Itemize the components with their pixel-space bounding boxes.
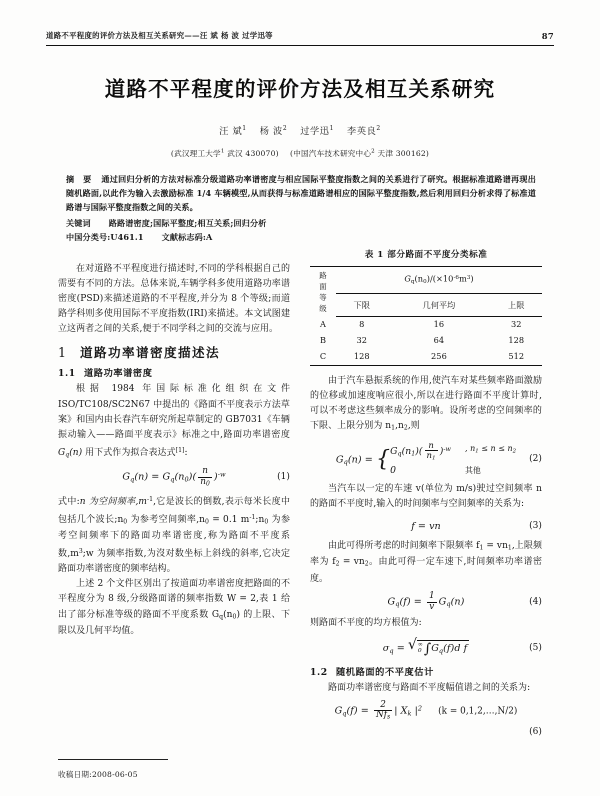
eq4-rhs-arg: (n)	[450, 596, 465, 608]
eq2-case-1-condition	[465, 441, 516, 462]
page-title: 道路不平程度的评价方法及相互关系研究	[104, 77, 496, 101]
corner-label-char-3: 等	[319, 292, 327, 302]
author-2: 杨 波	[259, 126, 283, 137]
table-cell-geomean: 64	[433, 335, 445, 346]
right-paragraph-1	[310, 374, 542, 436]
rp1-a: 由于汽车悬振系统的作用,使汽车对某些频率路面激励的位移或加速度响应很小,所以在进行路面不平度计算时,可以不考虑这些频率成分的影响。设所考虑的空间频率的下限、上限分别为 n	[310, 375, 542, 431]
vdef-sup1: -1	[147, 495, 154, 503]
equation-3	[310, 518, 542, 535]
span-hdr-sub: q	[410, 278, 415, 285]
author-list	[0, 123, 600, 137]
table-cell-geomean: 16	[433, 319, 445, 330]
eq5-int-lower: 0	[417, 647, 422, 655]
span-hdr-unit: m	[458, 273, 467, 284]
eq2-cases	[390, 441, 516, 479]
author-1: 汪 斌	[219, 126, 243, 137]
rp1-end: ,则	[407, 420, 420, 431]
equation-1-number: (1)	[277, 472, 290, 483]
corner-label-char-4: 级	[319, 303, 327, 313]
eq6-lhs: G	[334, 705, 343, 717]
eq4-rhs-sub: q	[446, 600, 451, 609]
left-column	[58, 262, 290, 639]
author-2-affil-marker: 2	[282, 124, 288, 132]
abstract-text: 通过回归分析的方法对标准分级道路功率谱密度与相应国际平整度指数之间的关系进行了研究。根据标准道路谱再现出随机路面,以此作为输入去激励标准 1/4 车辆模型,从而获得与标准道路谱相应的国际平整度指数,然后利用回归分析求得了标准道路谱与国际平整度指数之间的关系。	[66, 174, 536, 213]
eq2-case-2: 0	[390, 465, 396, 477]
eq2-case1-close: )(	[415, 445, 423, 457]
table-row	[310, 333, 542, 349]
eq2-case-1	[390, 441, 451, 462]
section-1-2-heading	[310, 665, 542, 680]
eq2-brace: {	[375, 446, 391, 472]
running-head	[46, 30, 554, 41]
table-row	[310, 316, 542, 333]
eq5-integral-limits	[418, 642, 423, 654]
vdef-sub2: 0	[205, 518, 209, 526]
section-1-1-number: 1.1	[58, 368, 76, 380]
corner-label-char-2: 面	[319, 281, 327, 291]
affiliation-1-rest: 武汉 430070)	[224, 149, 279, 158]
vdef-g: 为参考空间频率下的路面功率谱密度,称为路面不平度系数,m	[58, 514, 290, 560]
eq2-case1-mid: (n	[401, 445, 412, 457]
vdef-sub1: 0	[123, 518, 128, 526]
table-span-header	[336, 267, 542, 294]
eq6-frac-den-sub: s	[387, 713, 391, 721]
page-number: 87	[541, 31, 554, 41]
rp3-sub1: 1	[479, 544, 484, 552]
section-1-1-title: 道路功率谱密度	[84, 368, 153, 380]
table-row	[310, 349, 542, 366]
rp3-d: = vn	[339, 557, 365, 568]
eq2-fraction	[425, 441, 438, 462]
s11-citation: [1]	[175, 446, 185, 454]
affiliation-line	[0, 148, 600, 159]
header-divider	[46, 45, 554, 46]
corner-label-char-1: 路	[319, 270, 327, 280]
eq1-frac-den-sub: 0	[206, 480, 210, 488]
eq1-rhs: G	[162, 472, 171, 484]
eq6-abs-sup: 2	[417, 704, 423, 713]
vdef-h: ;w 为频率指数,为沒对数坐标上斜线的斜率,它决定路面功率谱密度的频率结构。	[58, 549, 291, 575]
p13-a: 上述 2 个文件区别出了按道面功率谱密度把路面的不平程度分为 8 级,分级路面谱的频率指数 W = 2,表 1 给出了部分标准等级的路面不平度系数 G	[58, 579, 290, 620]
eq2-cond-a: , n	[464, 443, 476, 453]
abstract-block	[66, 172, 536, 244]
author-1-affil-marker: 1	[242, 124, 247, 132]
table-cell-grade: C	[310, 349, 336, 366]
equation-4-number: (4)	[529, 596, 542, 607]
affiliation-2-rest: 天津 300162)	[374, 149, 430, 158]
rp3-sub2: 1	[507, 544, 512, 552]
s11-text-b: 用下式作为拟合表达式	[85, 447, 176, 458]
span-hdr-post: )/(×10	[426, 273, 454, 284]
equation-6	[310, 701, 542, 722]
table-cell-geomean: 256	[387, 349, 490, 366]
table-col-header-lower: 下限	[336, 294, 387, 316]
author-3-affil-marker: 1	[329, 124, 335, 132]
rp3-b: = vn	[483, 540, 508, 551]
span-hdr-g: G	[404, 273, 411, 284]
eq2-case-2-condition: 其他	[464, 466, 481, 476]
rp3-e: 。由此可得一定车速下,时间频率功率谱密度。	[310, 557, 542, 585]
p13-sub: q	[219, 613, 224, 621]
equation-2-number: (2)	[529, 453, 542, 464]
eq2-lhs-arg: (n) =	[347, 454, 376, 466]
eq5-sqrt	[408, 639, 469, 659]
table-subheader-row	[310, 294, 542, 316]
eq6-condition: (k = 0,1,2,…,N/2)	[438, 706, 518, 717]
eq1-lhs: G	[122, 472, 131, 484]
eq1-frac-den-text: n	[200, 476, 207, 487]
clc-line	[66, 230, 536, 244]
affiliation-1-open: (武汉理工大学	[170, 149, 221, 158]
abstract-label: 摘 要	[66, 174, 95, 184]
psd-symbol: $G_q(n)$	[58, 447, 83, 459]
keywords-line	[66, 216, 536, 230]
vdef-b: n 为空间频率,m	[79, 496, 148, 507]
vdef-f: ;n	[255, 514, 265, 525]
span-hdr-sup: -6	[453, 274, 459, 281]
received-date: 2008-06-05	[91, 770, 138, 779]
equation-1-body	[122, 467, 225, 488]
eq1-exponent: -w	[217, 471, 226, 480]
eq2-frac-den-sub: 1	[432, 455, 436, 462]
eq5-integrand-arg: (f)d f	[443, 642, 468, 654]
vdef-sup2: -1	[249, 513, 256, 521]
span-hdr-sub2: 0	[423, 278, 427, 285]
vdef-c: ,它是波长的倒数,表示每米长度中包括几个波长;n	[58, 496, 290, 525]
eq1-rhs-close: )(	[188, 472, 197, 484]
received-date-note	[58, 769, 138, 780]
table-1	[310, 266, 542, 366]
eq5-int-upper: ∞	[417, 641, 423, 649]
eq6-frac-den-text: Nf	[376, 709, 388, 720]
eq1-lhs-arg: (n) =	[134, 472, 163, 484]
footer-divider	[58, 759, 168, 760]
eq2-cond-sub1: 1	[475, 448, 479, 455]
eq4-frac-den: v	[427, 602, 437, 612]
span-hdr-close: )	[470, 273, 474, 284]
section-1-number: 1	[58, 345, 68, 361]
right-paragraph-3	[310, 539, 542, 588]
rp1-mid: ,n	[395, 420, 404, 431]
eq2-frac-den	[425, 450, 438, 462]
author-4-affil-marker: 2	[376, 124, 381, 132]
eq1-rhs-arg: (n	[174, 472, 185, 484]
affiliation-2-open: (中国汽车技术研究中心	[290, 149, 372, 158]
table-1-caption: 表 1 部分路面不平度分类标准	[364, 250, 488, 260]
equation-2-body	[336, 441, 516, 479]
eq6-lhs-sub: q	[342, 709, 347, 718]
equation-5-body	[383, 639, 469, 659]
vdef-a: 式中:	[58, 496, 80, 507]
eq1-rhs-sub: q	[170, 475, 175, 484]
p13-end: ) 的上限、下限以及几何平均值。	[58, 609, 290, 637]
eq5-lhs: σ	[382, 642, 390, 654]
eq4-fraction	[427, 592, 437, 612]
table-1-block	[310, 248, 542, 366]
section-1-1-paragraph-2	[58, 577, 290, 639]
eq2-frac-num: n	[428, 439, 434, 450]
eq2-case1-exp: )	[439, 445, 444, 457]
rp3-a: 由此可得所考虑的时间频率下限频率 f	[328, 540, 480, 551]
equation-4	[310, 592, 542, 612]
table-col-header-geomean: 几何平均	[387, 294, 490, 316]
author-3: 过学迅	[300, 126, 330, 137]
table-cell-upper: 512	[490, 349, 542, 366]
equation-6-number: (6)	[529, 727, 542, 738]
variable-definitions-paragraph	[58, 492, 290, 577]
eq4-lhs-sub: q	[395, 600, 400, 609]
section-1-1-heading	[58, 366, 290, 381]
section-1-2-number: 1.2	[310, 666, 328, 678]
eq1-close: )	[213, 472, 218, 484]
eq5-equals: =	[393, 642, 408, 654]
eq2-case1-g: G	[390, 445, 398, 457]
table-cell-grade: A	[320, 318, 326, 329]
eq2-case1-sub2: 1	[411, 450, 416, 458]
keywords-label: 关键词	[66, 217, 91, 228]
table-cell-grade: B	[319, 335, 327, 346]
author-4: 李英良	[347, 126, 377, 137]
eq2-lhs: G	[335, 454, 344, 466]
eq2-lhs-sub: q	[343, 457, 348, 466]
section-1-title: 道路功率谱密度描述法	[80, 345, 220, 361]
eq6-frac-num: 2	[380, 699, 386, 710]
eq4-rhs: G	[438, 596, 447, 608]
table-cell-lower: 32	[356, 335, 367, 346]
eq6-frac-den	[374, 710, 392, 721]
table-col-header-upper: 上限	[490, 294, 542, 316]
eq2-case1-sub: q	[397, 450, 402, 458]
eq6-abs-pre: | X	[394, 705, 408, 717]
s11-text-a: 根据 1984 年国际标准化组织在文件 ISO/TC108/SC2N67 中提出的《路面不平度表示方法草案》和国内由长春汽车研究所起草制定的 GB7031《车辆振动输入——路面平度表示》标准之中,路面功率谱密度	[58, 384, 290, 440]
right-paragraph-5: 路面功率谱密度与路面不平度幅值谱之间的关系为:	[328, 682, 531, 693]
section-1-heading	[58, 344, 290, 362]
eq5-integrand-g: G	[431, 642, 439, 654]
eq1-frac-denominator	[198, 477, 212, 488]
equation-3-number: (3)	[529, 520, 542, 531]
abstract-paragraph	[66, 172, 536, 215]
table-header-row	[310, 267, 542, 294]
eq5-integrand-sub: q	[438, 646, 444, 655]
rp1-sub1: 1	[391, 424, 396, 432]
eq6-lhs-arg: (f) =	[346, 705, 372, 717]
equation-5-number: (5)	[529, 642, 542, 653]
running-head-title: 道路不平程度的评价方法及相互关系研究——汪 斌 杨 波 过学迅等	[46, 31, 273, 40]
s11-colon: :	[184, 447, 188, 458]
right-paragraph-2: 当汽车以一定的车速 v(单位为 m/s)驶过空间频率 n 的路面不平度时,输入的时间频率与空间频率的关系为:	[310, 484, 542, 510]
table-cell-lower: 128	[336, 349, 387, 366]
right-paragraph-4: 则路面不平度的均方根值为:	[310, 618, 422, 629]
eq5-lhs-sub: q	[389, 646, 394, 655]
eq4-lhs: G	[387, 596, 396, 608]
eq5-radicand	[417, 640, 469, 659]
vdef-e: = 0.1 m	[208, 514, 250, 525]
rp3-sub3: 2	[335, 561, 340, 569]
equation-1	[58, 467, 290, 488]
eq6-fraction	[374, 701, 392, 721]
p13-mid: (n	[223, 609, 233, 620]
rp1-sub2: 2	[403, 424, 408, 432]
document-code: 文献标志码:A	[161, 231, 213, 242]
equation-2	[310, 441, 542, 479]
table-cell-lower: 8	[359, 319, 365, 330]
vdef-d: 为参考空间频率,n	[127, 514, 206, 525]
clc-number: 中国分类号:U461.1	[66, 231, 144, 242]
eq4-lhs-arg: (f) =	[399, 596, 425, 608]
p13-sub2: 0	[232, 613, 237, 621]
span-hdr-mid: (n	[414, 273, 424, 284]
right-column	[310, 248, 542, 740]
section-1-2-title: 随机路面的不平度估计	[336, 666, 434, 678]
section-1-1-paragraph	[58, 382, 290, 462]
intro-paragraph: 在对道路不平程度进行描述时,不同的学科根据自己的需要有不同的方法。总体来说,车辆学科多使用道路功率谱密度(PSD)来描述道路的不平程度,并分为 8 个等级;而道路学科则多使用国际不平度指数(IRI)来描述。本文试图建立这两者之间的关系,便于不同学科之间的交流与应用。	[58, 264, 290, 335]
integral-icon: ∫	[423, 641, 432, 658]
eq1-lhs-sub: q	[130, 475, 135, 484]
table-cell-upper: 128	[508, 335, 525, 346]
table-cell-upper: 32	[510, 319, 522, 330]
rp3-sub4: 2	[364, 561, 369, 569]
affiliation-1-marker: 1	[220, 148, 225, 155]
eq2-cond-mid: ≤ n ≤ n	[478, 443, 513, 453]
keywords-text: 路路谱密度;国际平整度;相互关系;回归分析	[108, 217, 267, 228]
eq1-fraction	[198, 467, 212, 487]
eq4-frac-num: 1	[428, 591, 435, 602]
eq2-cond-sub2: 2	[512, 448, 517, 455]
eq2-frac-den-text: n	[426, 449, 433, 460]
rp3-c: ,上限频率为 f	[310, 540, 542, 568]
eq2-case1-exp-sup: -w	[443, 445, 451, 453]
table-corner-label	[310, 267, 336, 317]
received-label: 收稿日期:	[58, 770, 92, 779]
vdef-sup3: 3	[78, 548, 83, 556]
affiliation-2-marker: 2	[371, 148, 375, 155]
equation-5	[310, 637, 542, 661]
equation-3-body: f = vn	[411, 520, 441, 532]
equation-6-body	[335, 701, 518, 722]
eq1-frac-numerator: n	[202, 466, 208, 477]
vdef-sub3: 0	[264, 518, 269, 526]
eq6-abs-sub: k	[407, 709, 412, 718]
eq6-abs-post: |	[411, 705, 418, 717]
equation-4-body	[388, 592, 465, 612]
eq1-rhs-sub2: 0	[184, 475, 189, 484]
span-hdr-unit-sup: 3	[466, 274, 471, 281]
